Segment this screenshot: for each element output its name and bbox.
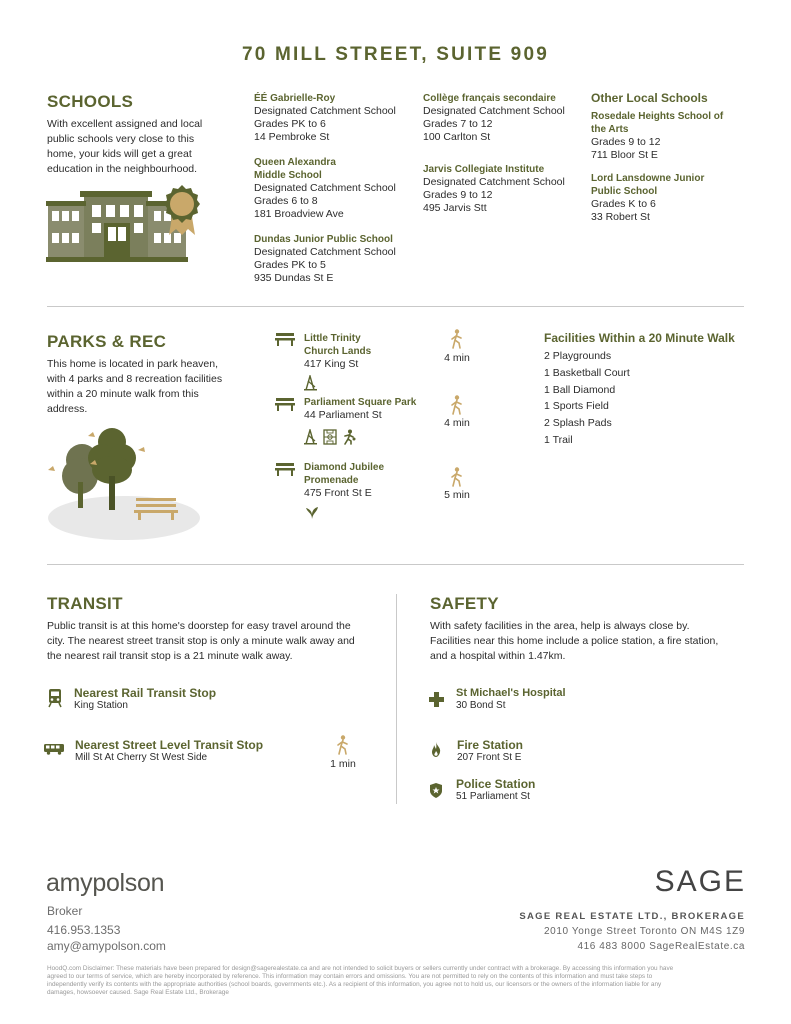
bench-icon [275, 397, 295, 411]
school-name: Rosedale Heights School of [591, 111, 724, 122]
parks-heading: PARKS & REC [47, 332, 167, 351]
park-trees-icon [44, 424, 202, 542]
sports-field-icon [323, 429, 337, 445]
facility-line: 1 Trail [544, 433, 573, 446]
school-col-1 [254, 92, 414, 285]
agent-phone[interactable]: 416.953.1353 [47, 923, 121, 937]
walk-time: 4 min [444, 417, 470, 429]
park-item [304, 461, 434, 520]
police-badge-icon [430, 783, 442, 798]
disclaimer-line: damages, howsoever caused. Sage Real Estate Ltd., Brokerage [47, 989, 229, 996]
hospital-name: St Michael's Hospital [456, 687, 566, 699]
school-name: Collège français secondaire [423, 93, 556, 104]
park-item [304, 332, 434, 391]
other-schools-heading: Other Local Schools [591, 91, 708, 105]
disclaimer-line: HoodQ.com Disclaimer: These materials have been prepared for design@sagerealestate.ca and are not intended to solicit buyers or sellers currently under contract with a brokerage. By accessing this information you have [47, 965, 674, 972]
agent-email[interactable]: amy@amypolson.com [47, 939, 166, 953]
brokerage-logo: SAGE [654, 865, 746, 898]
disclaimer [47, 965, 747, 997]
bench-icon [275, 332, 295, 346]
school-item [254, 233, 414, 285]
walk-icon [450, 467, 464, 487]
school-type: Designated Catchment School [254, 246, 396, 258]
school-address: 181 Broadview Ave [254, 208, 344, 220]
rail-stop-name: King Station [74, 700, 128, 711]
hospital-cross-icon [429, 692, 444, 707]
agent-logo-first: amy [46, 869, 93, 897]
school-type: Designated Catchment School [423, 176, 565, 188]
other-schools [591, 91, 761, 224]
brokerage-name: SAGE REAL ESTATE LTD., BROKERAGE [519, 911, 745, 922]
playground-icon [304, 429, 318, 445]
facility-line: 1 Sports Field [544, 400, 609, 413]
school-col-2 [423, 92, 583, 215]
park-name: Promenade [304, 475, 359, 486]
transit-heading: TRANSIT [47, 594, 123, 613]
police-station-heading: Police Station [456, 777, 536, 791]
park-address: 475 Front St E [304, 487, 372, 499]
park-name: Church Lands [304, 346, 372, 357]
school-name: Jarvis Collegiate Institute [423, 164, 545, 175]
parks-intro: This home is located in park heaven, with 4 parks and 8 recreation facilities within a 20 minute walk from this address. [47, 358, 223, 415]
divider [47, 306, 744, 307]
street-stop-name: Mill St At Cherry St West Side [75, 752, 208, 763]
facility-line: 2 Splash Pads [544, 417, 612, 430]
school-address: 935 Dundas St E [254, 272, 334, 284]
school-item [254, 156, 414, 221]
school-item [254, 92, 414, 144]
transit-intro: Public transit is at this home's doorstep for easy travel around the city. The nearest street transit stop is only a minute walk away and the nearest rail transit stop is a 21 minute walk away. [47, 620, 355, 662]
school-address: 33 Robert St [591, 211, 650, 223]
school-address: 711 Bloor St E [591, 149, 658, 161]
agent-logo [46, 869, 164, 898]
vertical-divider [396, 594, 397, 804]
school-address: 14 Pembroke St [254, 131, 330, 143]
bench-icon [275, 462, 295, 476]
school-grades: Grades K to 6 [591, 198, 656, 210]
park-name: Little Trinity [304, 333, 361, 344]
school-type: Designated Catchment School [254, 105, 396, 117]
school-item [423, 92, 583, 144]
school-item [591, 110, 761, 162]
facility-line: 2 Playgrounds [544, 350, 612, 362]
school-item [423, 163, 583, 215]
school-name: Middle School [254, 170, 322, 181]
park-facility-icons [304, 375, 434, 391]
page-title: 70 MILL STREET, SUITE 909 [241, 44, 549, 65]
divider [47, 564, 744, 565]
brokerage-contact[interactable]: 416 483 8000 SageRealEstate.ca [577, 941, 745, 952]
school-name: the Arts [591, 124, 629, 135]
school-grades: Grades 6 to 8 [254, 195, 318, 207]
school-name: Dundas Junior Public School [254, 234, 393, 245]
park-illustration [44, 424, 202, 542]
park-item [304, 396, 444, 445]
school-grades: Grades PK to 5 [254, 259, 326, 271]
school-type: Designated Catchment School [423, 105, 565, 117]
safety-intro: With safety facilities in the area, help is always close by. Facilities near this home include a police station, a fire station, and a hospital within 1.47km. [430, 620, 719, 662]
walk-time: 5 min [444, 489, 470, 501]
walk-icon [336, 735, 350, 755]
park-facility-icons [304, 429, 444, 445]
hospital-address: 30 Bond St [456, 700, 506, 711]
walk-icon [450, 395, 464, 415]
park-facility-icons [304, 504, 434, 520]
park-name: Diamond Jubilee [304, 462, 385, 473]
school-grades: Grades PK to 6 [254, 118, 326, 130]
park-address: 417 King St [304, 358, 359, 370]
disclaimer-line: agreed to our terms of service, which are hereby incorporated by reference. This information may contain errors and omissions. You are not permitted to rely on the contents of this information and must take steps to [47, 973, 653, 980]
walk-time: 1 min [330, 758, 356, 770]
school-name: ÉÉ Gabrielle-Roy [254, 93, 336, 104]
facilities [544, 331, 754, 449]
school-name: Lord Lansdowne Junior [591, 173, 705, 184]
facilities-heading: Facilities Within a 20 Minute Walk [544, 331, 735, 345]
rail-stop-heading: Nearest Rail Transit Stop [74, 686, 217, 700]
brokerage-address: 2010 Yonge Street Toronto ON M4S 1Z9 [544, 926, 745, 937]
school-item [591, 172, 761, 224]
safety-heading: SAFETY [430, 594, 499, 613]
park-address: 44 Parliament St [304, 409, 382, 421]
disclaimer-line: independently verify its contents with the appropriate authorities (school boards, governments etc.). As a recipient of this information, you agree not to hold us, our licensors or the owners of the information liable for any [47, 981, 662, 988]
playground-icon [304, 375, 318, 391]
police-station-address: 51 Parliament St [456, 791, 530, 802]
facility-line: 1 Basketball Court [544, 366, 630, 379]
fire-station-address: 207 Front St E [457, 752, 522, 763]
school-address: 495 Jarvis Stt [423, 202, 487, 214]
agent-logo-last: polson [92, 869, 165, 897]
fire-icon [431, 742, 441, 757]
bus-icon [44, 742, 64, 754]
splash-pad-icon [304, 504, 320, 520]
school-name: Public School [591, 186, 658, 197]
school-type: Designated Catchment School [254, 182, 396, 194]
ball-player-icon [342, 429, 356, 445]
park-name: Parliament Square Park [304, 397, 417, 408]
walk-time: 4 min [444, 352, 470, 364]
street-stop-heading: Nearest Street Level Transit Stop [75, 738, 264, 752]
fire-station-heading: Fire Station [457, 738, 524, 752]
school-grades: Grades 9 to 12 [423, 189, 493, 201]
facility-line: 1 Ball Diamond [544, 383, 616, 396]
train-icon [48, 688, 62, 708]
school-grades: Grades 9 to 12 [591, 136, 661, 148]
school-grades: Grades 7 to 12 [423, 118, 493, 130]
schools-intro: With excellent assigned and local public schools very close to this home, your kids will get a great education in the neighbourhood. [47, 118, 203, 175]
schools-heading: SCHOOLS [47, 92, 134, 111]
award-ribbon-icon [162, 183, 202, 237]
agent-role: Broker [47, 904, 83, 918]
walk-icon [450, 329, 464, 349]
school-illustration [46, 183, 206, 265]
school-name: Queen Alexandra [254, 157, 336, 168]
school-address: 100 Carlton St [423, 131, 491, 143]
